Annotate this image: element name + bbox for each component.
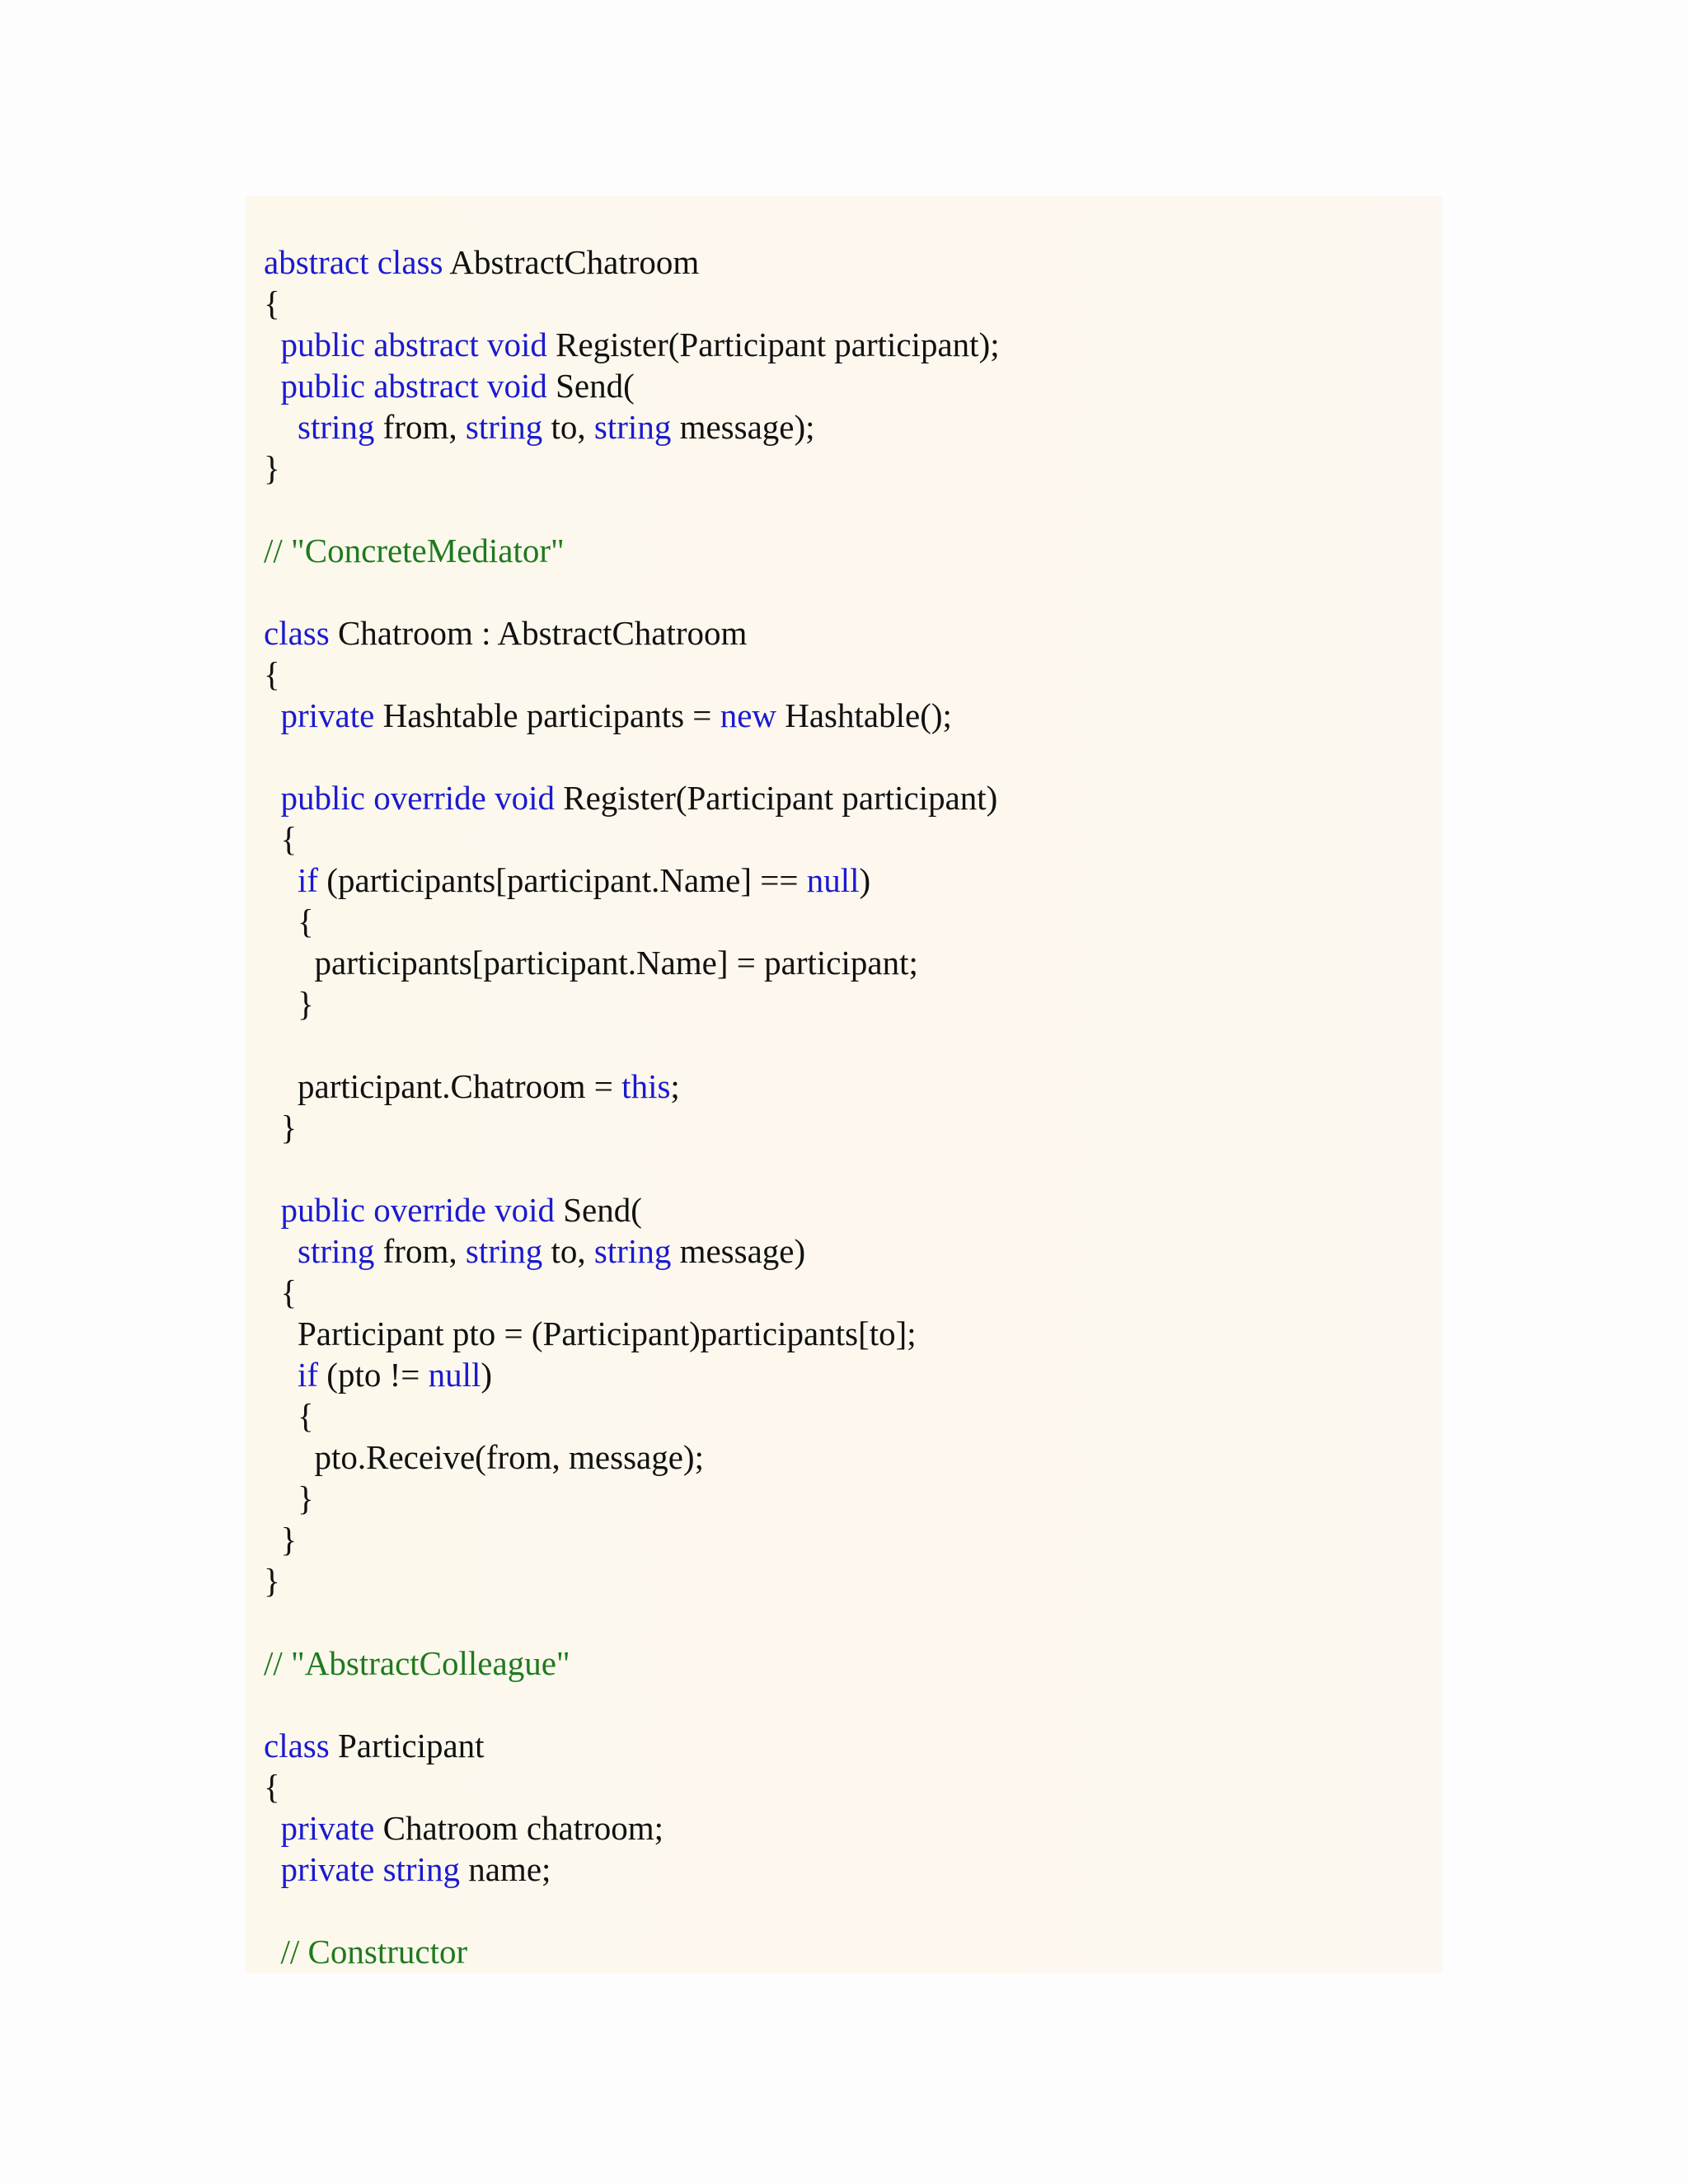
code-text: { [264,284,280,322]
code-text: { [264,1273,298,1311]
code-text: to, [542,408,594,446]
code-text [264,1232,298,1270]
code-line [264,818,1000,860]
code-text: { [264,820,298,858]
code-text: Register(Participant participant) [554,779,998,817]
code-line [264,571,1000,612]
code-keyword: class [264,1727,330,1765]
code-text: } [264,1562,280,1600]
code-text: ) [481,1356,493,1394]
code-text: (participants[participant.Name] == [318,861,807,899]
code-keyword: public override void [280,1191,555,1229]
code-text: participant.Chatroom = [264,1067,622,1105]
code-line [264,489,1000,530]
code-line [264,1807,1000,1849]
code-text: from, [374,408,466,446]
code-text: } [264,1108,298,1146]
code-text [264,1850,281,1888]
code-text: AbstractChatroom [443,243,700,281]
code-line [264,1272,1000,1313]
code-text: ; [670,1067,680,1105]
code-text: from, [374,1232,466,1270]
code-keyword: if [298,861,319,899]
code-text: { [264,902,314,940]
code-line [264,530,1000,571]
code-line [264,283,1000,324]
code-line [264,1024,1000,1066]
code-text: message) [671,1232,806,1270]
code-line [264,777,1000,818]
code-line [264,324,1000,365]
code-line [264,901,1000,942]
code-text: Send( [554,1191,642,1229]
code-keyword: string [593,1232,672,1270]
code-keyword: string [465,1232,543,1270]
code-text [264,1356,298,1394]
code-line [264,860,1000,901]
code-keyword: if [298,1356,319,1394]
code-text: Hashtable(); [776,696,952,734]
code-text [264,1809,281,1847]
code-text: ) [859,861,871,899]
code-keyword: this [621,1067,671,1105]
code-line [264,736,1000,777]
code-text [264,408,298,446]
code-line [264,983,1000,1024]
code-keyword: null [806,861,860,899]
code-line [264,1766,1000,1807]
code-line [264,1601,1000,1643]
code-line [264,612,1000,654]
code-line [264,448,1000,489]
code-text [264,696,281,734]
code-line [264,406,1000,448]
code-line [264,365,1000,406]
code-text: } [264,1479,314,1517]
code-text: { [264,655,280,693]
code-line [264,654,1000,695]
code-text [264,1933,281,1971]
code-line [264,1436,1000,1478]
code-keyword: public override void [280,779,555,817]
code-line [264,1519,1000,1560]
code-text: } [264,1521,298,1558]
code-keyword: private [280,696,375,734]
code-keyword: string [465,408,543,446]
code-line [264,1643,1000,1684]
code-line [264,1148,1000,1189]
code-keyword: public abstract void [280,326,547,363]
code-text: participants[participant.Name] = participant; [264,944,918,982]
code-line [264,1890,1000,1931]
code-text: { [264,1397,314,1435]
code-text [264,861,298,899]
code-keyword: abstract class [264,243,443,281]
code-text: Participant [329,1727,485,1765]
code-keyword: class [264,614,330,652]
code-text: Send( [546,367,635,405]
code-keyword: string [298,1232,375,1270]
code-text: Hashtable participants = [374,696,720,734]
code-text: Chatroom : AbstractChatroom [329,614,748,652]
code-listing [246,196,1442,1973]
code-text: } [264,449,280,487]
code-keyword: null [428,1356,481,1394]
code-line [264,1849,1000,1890]
code-line [264,1560,1000,1601]
code-line [264,1725,1000,1766]
code-text [264,367,281,405]
code-text: to, [542,1232,594,1270]
code-text: pto.Receive(from, message); [264,1438,704,1476]
code-lines [264,241,1000,1972]
code-text [264,326,281,363]
code-line [264,1354,1000,1395]
code-comment: // "ConcreteMediator" [264,532,565,569]
code-text: } [264,985,314,1023]
code-comment: // Constructor [280,1933,468,1971]
code-text: message); [671,408,815,446]
code-text: (pto != [318,1356,429,1394]
code-line [264,1395,1000,1436]
code-keyword: string [298,408,375,446]
code-line [264,1230,1000,1272]
code-line [264,695,1000,736]
code-text: Register(Participant participant); [546,326,1000,363]
code-text: name; [459,1850,551,1888]
code-keyword: private [280,1809,375,1847]
code-text: Chatroom chatroom; [374,1809,664,1847]
code-line [264,1107,1000,1148]
code-line [264,1931,1000,1972]
code-text: { [264,1768,280,1806]
code-line [264,1066,1000,1107]
code-line [264,1313,1000,1354]
code-line [264,1684,1000,1725]
code-line [264,1478,1000,1519]
code-keyword: public abstract void [280,367,547,405]
code-keyword: private string [280,1850,460,1888]
code-text: Participant pto = (Participant)participants[to]; [264,1315,917,1352]
code-keyword: new [720,696,776,734]
code-line [264,942,1000,983]
code-line [264,241,1000,283]
code-line [264,1189,1000,1230]
code-text [264,1191,281,1229]
code-keyword: string [593,408,672,446]
code-text [264,779,281,817]
code-comment: // "AbstractColleague" [264,1644,570,1682]
